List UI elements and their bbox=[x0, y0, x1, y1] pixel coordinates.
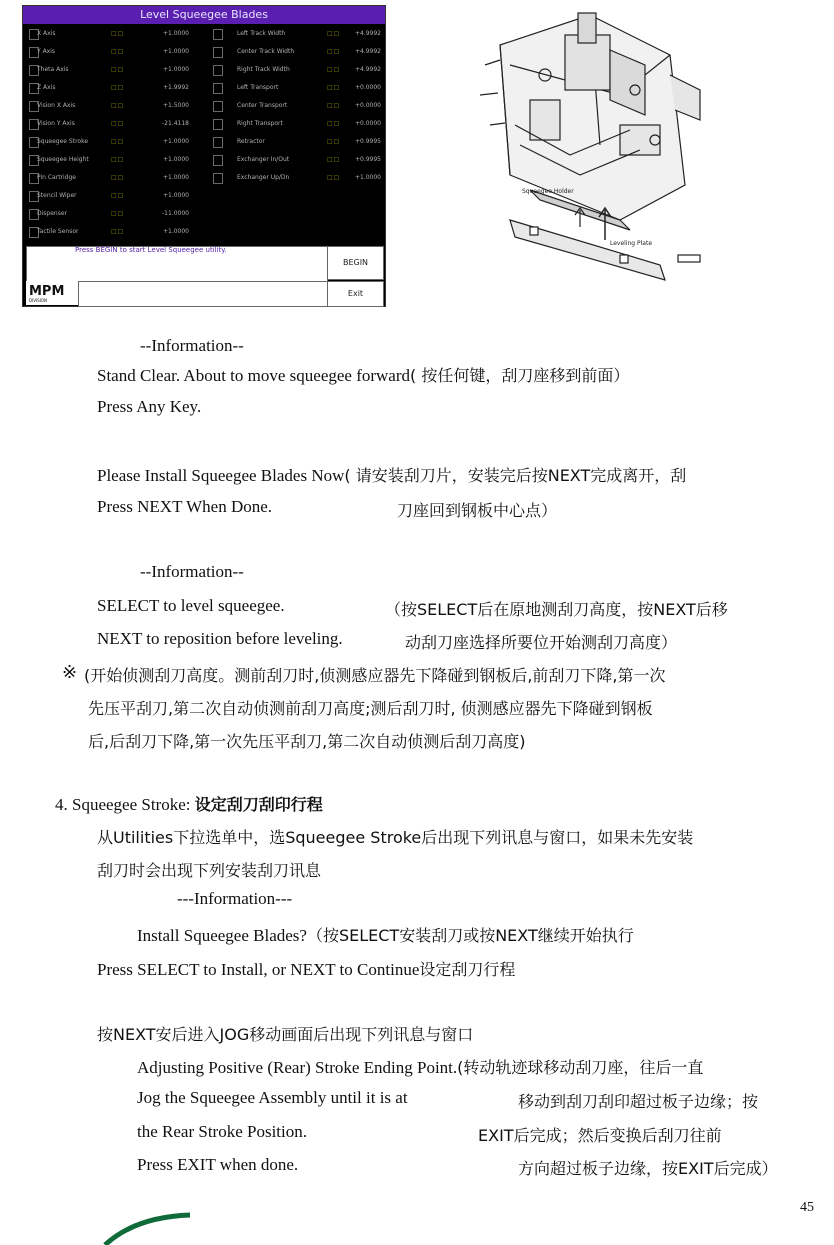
axis-status-leds: □□ bbox=[327, 102, 341, 109]
label-leveling-plate: Leveling Plate bbox=[610, 240, 653, 247]
note-line-1: (开始侦测刮刀高度。测前刮刀时,侦测感应器先下降碰到钢板后,前刮刀下降,第一次 bbox=[84, 666, 666, 685]
text-cn: （按SELECT安装刮刀或按NEXT继续开始执行 bbox=[306, 926, 634, 945]
axis-value: +1.0000 bbox=[162, 66, 189, 73]
instruction-line-12: Press EXIT when done. bbox=[137, 1155, 299, 1174]
decorative-arc-logo bbox=[100, 1212, 220, 1245]
axis-name: Retractor bbox=[237, 138, 265, 145]
axis-status-leds: □□ bbox=[111, 30, 125, 37]
axis-status-leds: □□ bbox=[327, 84, 341, 91]
axis-value: +1.9992 bbox=[162, 84, 189, 91]
message-box-lower bbox=[78, 281, 328, 307]
axis-row bbox=[209, 100, 385, 113]
instruction-line-7 bbox=[137, 923, 634, 946]
text-en: Install Squeegee Blades? bbox=[137, 926, 307, 945]
axis-row bbox=[23, 28, 208, 41]
instruction-line-6-cn: 动刮刀座选择所要位开始测刮刀高度） bbox=[405, 633, 678, 652]
axis-row bbox=[23, 64, 208, 77]
axis-status-leds: □□ bbox=[111, 192, 125, 199]
screen-title: Level Squeegee Blades bbox=[23, 6, 385, 24]
text-cn: ( 请安装刮刀片，安装完后按NEXT完成离开，刮 bbox=[344, 466, 687, 485]
axis-status-leds: □□ bbox=[327, 138, 341, 145]
axis-value: +1.0000 bbox=[162, 174, 189, 181]
instruction-line-8 bbox=[97, 957, 515, 980]
axis-home-checkbox[interactable] bbox=[213, 101, 223, 112]
axis-home-checkbox[interactable] bbox=[213, 29, 223, 40]
instruction-line-9 bbox=[137, 1055, 703, 1078]
instruction-line-11: the Rear Stroke Position. bbox=[137, 1122, 307, 1141]
instruction-line-10-cn: 移动到刮刀刮印超过板子边缘；按 bbox=[518, 1092, 759, 1111]
axis-status-leds: □□ bbox=[327, 174, 341, 181]
axis-name: Pin Cartridge bbox=[37, 174, 76, 181]
axis-name: Left Track Width bbox=[237, 30, 286, 37]
axis-row bbox=[23, 172, 208, 185]
axis-name: Z Axis bbox=[37, 84, 56, 91]
section-title: Squeegee Stroke: bbox=[72, 795, 191, 814]
text-en: Adjusting Positive (Rear) Stroke Ending Point. bbox=[137, 1058, 458, 1077]
instruction-line-10: Jog the Squeegee Assembly until it is at bbox=[137, 1088, 408, 1107]
axis-row bbox=[23, 100, 208, 113]
axis-value: +1.0000 bbox=[354, 174, 381, 181]
axis-value: +4.9992 bbox=[354, 48, 381, 55]
axis-row bbox=[209, 136, 385, 149]
mpm-logo-box bbox=[26, 281, 78, 305]
axis-status-leds: □□ bbox=[111, 228, 125, 235]
note-line-3: 后,后刮刀下降,第一次先压平刮刀,第二次自动侦测后刮刀高度) bbox=[88, 732, 526, 751]
axis-home-checkbox[interactable] bbox=[213, 47, 223, 58]
axis-name: Vision X Axis bbox=[37, 102, 76, 109]
mpm-screen bbox=[22, 5, 386, 307]
axis-row bbox=[23, 208, 208, 221]
instruction-line-4: Press NEXT When Done. bbox=[97, 497, 273, 516]
exit-button[interactable]: Exit bbox=[327, 281, 384, 307]
instruction-line-2: Press Any Key. bbox=[97, 397, 202, 416]
axis-name: Tactile Sensor bbox=[37, 228, 79, 235]
axis-row bbox=[209, 46, 385, 59]
paragraph-1: 从Utilities下拉选单中，选Squeegee Stroke后出现下列讯息与窗口，如果未先安装 bbox=[97, 828, 694, 847]
note-mark: ※ bbox=[62, 662, 78, 682]
axis-home-checkbox[interactable] bbox=[213, 173, 223, 184]
axis-row bbox=[209, 28, 385, 41]
paragraph-2: 刮刀时会出现下列安装刮刀讯息 bbox=[97, 861, 322, 880]
axis-row bbox=[23, 136, 208, 149]
axis-value: -21.4118 bbox=[162, 120, 189, 127]
axis-name: Squeegee Stroke bbox=[37, 138, 89, 145]
axis-name: Left Transport bbox=[237, 84, 279, 91]
axis-row bbox=[23, 190, 208, 203]
axis-row bbox=[209, 64, 385, 77]
axis-status-leds: □□ bbox=[111, 66, 125, 73]
text-cn: ( 按任何键，刮刀座移到前面） bbox=[410, 366, 630, 385]
axis-name: Right Transport bbox=[237, 120, 283, 127]
axis-name: Right Track Width bbox=[237, 66, 290, 73]
axis-value: +1.0000 bbox=[162, 138, 189, 145]
instruction-line-5-cn: （按SELECT后在原地测刮刀高度，按NEXT后移 bbox=[385, 600, 728, 619]
axis-value: +1.0000 bbox=[162, 156, 189, 163]
axis-name: Center Transport bbox=[237, 102, 288, 109]
mpm-logo: MPM bbox=[29, 284, 65, 299]
instruction-line-1 bbox=[97, 363, 629, 386]
axis-value: +1.0000 bbox=[162, 192, 189, 199]
mpm-logo-sub: DIVISION bbox=[29, 298, 48, 303]
axis-value: +0.0000 bbox=[354, 120, 381, 127]
begin-button[interactable]: BEGIN bbox=[327, 246, 384, 280]
axis-value: +0.9995 bbox=[354, 138, 381, 145]
axis-status-leds: □□ bbox=[327, 120, 341, 127]
axis-status-leds: □□ bbox=[111, 120, 125, 127]
axis-value: +4.9992 bbox=[354, 66, 381, 73]
instruction-line-4-cn: 刀座回到钢板中心点） bbox=[397, 501, 558, 520]
axis-value: +1.5000 bbox=[162, 102, 189, 109]
instruction-line-6: NEXT to reposition before leveling. bbox=[97, 629, 343, 648]
axis-status-leds: □□ bbox=[111, 156, 125, 163]
axis-name: X Axis bbox=[37, 30, 56, 37]
page-number: 45 bbox=[800, 1200, 814, 1215]
info-heading-2: --Information-- bbox=[140, 562, 244, 581]
instruction-line-3 bbox=[97, 463, 686, 486]
axis-row bbox=[209, 118, 385, 131]
instruction-line-11-cn: EXIT后完成；然后变换后刮刀往前 bbox=[478, 1126, 722, 1145]
axis-value: +0.0000 bbox=[354, 84, 381, 91]
section-title-cn: 设定刮刀刮印行程 bbox=[194, 795, 323, 814]
axis-name: Y Axis bbox=[37, 48, 56, 55]
axis-row bbox=[209, 82, 385, 95]
instruction-line-12-cn: 方向超过板子边缘，按EXIT后完成） bbox=[518, 1159, 778, 1178]
axis-name: Dispenser bbox=[37, 210, 67, 217]
axis-row bbox=[23, 154, 208, 167]
axis-name: Theta Axis bbox=[37, 66, 69, 73]
axis-status-leds: □□ bbox=[111, 210, 125, 217]
axis-status-leds: □□ bbox=[111, 102, 125, 109]
axis-name: Exchanger Up/Dn bbox=[237, 174, 290, 181]
paragraph-3: 按NEXT安后进入JOG移动画面后出现下列讯息与窗口 bbox=[97, 1025, 474, 1044]
instruction-line-5: SELECT to level squeegee. bbox=[97, 596, 285, 615]
section-number: 4. bbox=[55, 795, 68, 814]
axis-row bbox=[209, 172, 385, 185]
axis-status-leds: □□ bbox=[327, 156, 341, 163]
axis-status-leds: □□ bbox=[111, 174, 125, 181]
axis-status-leds: □□ bbox=[327, 30, 341, 37]
axis-name: Center Track Width bbox=[237, 48, 295, 55]
axis-home-checkbox[interactable] bbox=[213, 137, 223, 148]
axis-value: +0.9995 bbox=[354, 156, 381, 163]
text-en: Stand Clear. About to move squeegee forward bbox=[97, 366, 411, 385]
axis-row bbox=[23, 118, 208, 131]
axis-home-checkbox[interactable] bbox=[213, 155, 223, 166]
note-line-2: 先压平刮刀,第二次自动侦测前刮刀高度;测后刮刀时, 侦测感应器先下降碰到钢板 bbox=[88, 699, 653, 718]
section-4-heading bbox=[55, 792, 323, 815]
info-heading-3: ---Information--- bbox=[177, 889, 293, 908]
axis-name: Squeegee Height bbox=[37, 156, 89, 163]
info-heading-1: --Information-- bbox=[140, 336, 244, 355]
axis-value: +1.0000 bbox=[162, 48, 189, 55]
label-squeegee-holder: Squeegee Holder bbox=[522, 188, 574, 195]
axis-value: +1.0000 bbox=[162, 30, 189, 37]
axis-status-leds: □□ bbox=[327, 48, 341, 55]
axis-home-checkbox[interactable] bbox=[213, 83, 223, 94]
axis-status-leds: □□ bbox=[111, 48, 125, 55]
axis-value: +0.0000 bbox=[354, 102, 381, 109]
axis-row bbox=[23, 82, 208, 95]
squeegee-assembly-diagram bbox=[470, 5, 720, 305]
axis-status-leds: □□ bbox=[111, 138, 125, 145]
axis-value: +4.9992 bbox=[354, 30, 381, 37]
axis-home-checkbox[interactable] bbox=[213, 65, 223, 76]
axis-row bbox=[209, 154, 385, 167]
status-message: Press BEGIN to start Level Squeegee utility. bbox=[75, 246, 227, 254]
axis-name: Vision Y Axis bbox=[37, 120, 75, 127]
text-cn: (转动轨迹球移动刮刀座，往后一直 bbox=[457, 1058, 704, 1077]
text-en: Press SELECT to Install, or NEXT to Continue bbox=[97, 960, 420, 979]
axis-name: Exchanger In/Out bbox=[237, 156, 290, 163]
text-cn: 设定刮刀行程 bbox=[419, 960, 516, 979]
axis-row bbox=[23, 226, 208, 239]
axis-value: -11.0000 bbox=[162, 210, 189, 217]
axis-status-leds: □□ bbox=[111, 84, 125, 91]
axis-name: Stencil Wiper bbox=[37, 192, 77, 199]
axis-value: +1.0000 bbox=[162, 228, 189, 235]
axis-status-leds: □□ bbox=[327, 66, 341, 73]
text-en: Please Install Squeegee Blades Now bbox=[97, 466, 345, 485]
axis-home-checkbox[interactable] bbox=[213, 119, 223, 130]
axis-row bbox=[23, 46, 208, 59]
